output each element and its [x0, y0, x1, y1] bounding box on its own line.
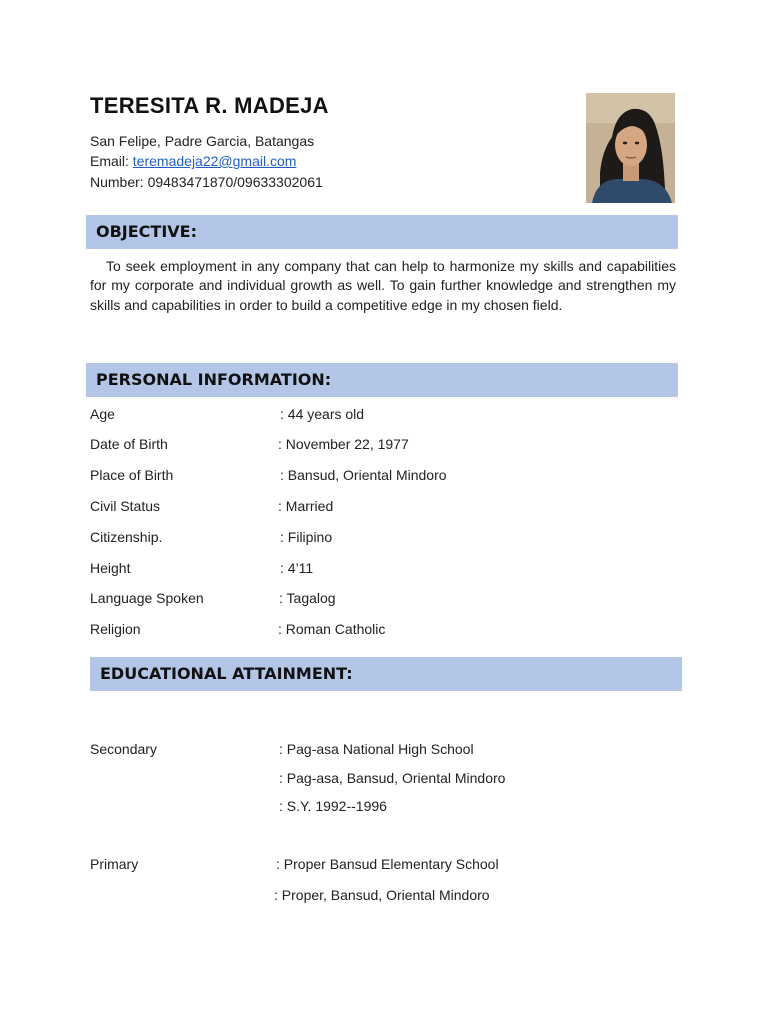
- objective-text: To seek employment in any company that can help to harmonize my skills and capabilities for my corporate and individual growth as well. To gain further knowledge and strengthen my skills and capabilities in order to build a competitive edge in my chosen field.: [90, 258, 676, 313]
- secondary-school-year: : S.Y. 1992--1996: [279, 798, 387, 814]
- email-line: [90, 153, 296, 170]
- secondary-address: : Pag-asa, Bansud, Oriental Mindoro: [279, 770, 506, 786]
- religion-value: : Roman Catholic: [278, 621, 386, 637]
- dob-label: Date of Birth: [90, 436, 168, 452]
- language-value: : Tagalog: [279, 590, 336, 606]
- pob-value: : Bansud, Oriental Mindoro: [280, 467, 447, 483]
- primary-address: : Proper, Bansud, Oriental Mindoro: [274, 887, 490, 903]
- secondary-school: : Pag-asa National High School: [279, 741, 474, 757]
- profile-photo-icon: [586, 93, 675, 203]
- number-label: Number:: [90, 174, 148, 190]
- age-value: : 44 years old: [280, 406, 365, 422]
- civil-status-value: : Married: [278, 498, 334, 514]
- age-label: Age: [90, 406, 115, 422]
- pob-label: Place of Birth: [90, 467, 174, 483]
- primary-school: : Proper Bansud Elementary School: [276, 856, 499, 872]
- number-line: [90, 174, 323, 191]
- profile-photo: [586, 93, 675, 203]
- secondary-label: Secondary: [90, 741, 157, 757]
- height-value: : 4’11: [280, 560, 314, 576]
- education-heading: EDUCATIONAL ATTAINMENT:: [90, 657, 682, 691]
- email-label: Email:: [90, 153, 133, 169]
- language-label: Language Spoken: [90, 590, 204, 606]
- civil-status-label: Civil Status: [90, 498, 161, 514]
- objective-heading: OBJECTIVE:: [86, 215, 678, 249]
- citizenship-value: : Filipino: [280, 529, 333, 545]
- personal-info-heading: PERSONAL INFORMATION:: [86, 363, 678, 397]
- dob-value: : November 22, 1977: [278, 436, 409, 452]
- phone-number: 09483471870/09633302061: [147, 174, 323, 190]
- citizenship-label: Citizenship.: [90, 529, 163, 545]
- religion-label: Religion: [90, 621, 141, 637]
- applicant-name: TERESITA R. MADEJA: [90, 93, 329, 118]
- height-label: Height: [90, 560, 131, 576]
- primary-label: Primary: [90, 856, 139, 872]
- address: San Felipe, Padre Garcia, Batangas: [90, 133, 315, 149]
- email-link[interactable]: teremadeja22@gmail.com: [132, 153, 297, 169]
